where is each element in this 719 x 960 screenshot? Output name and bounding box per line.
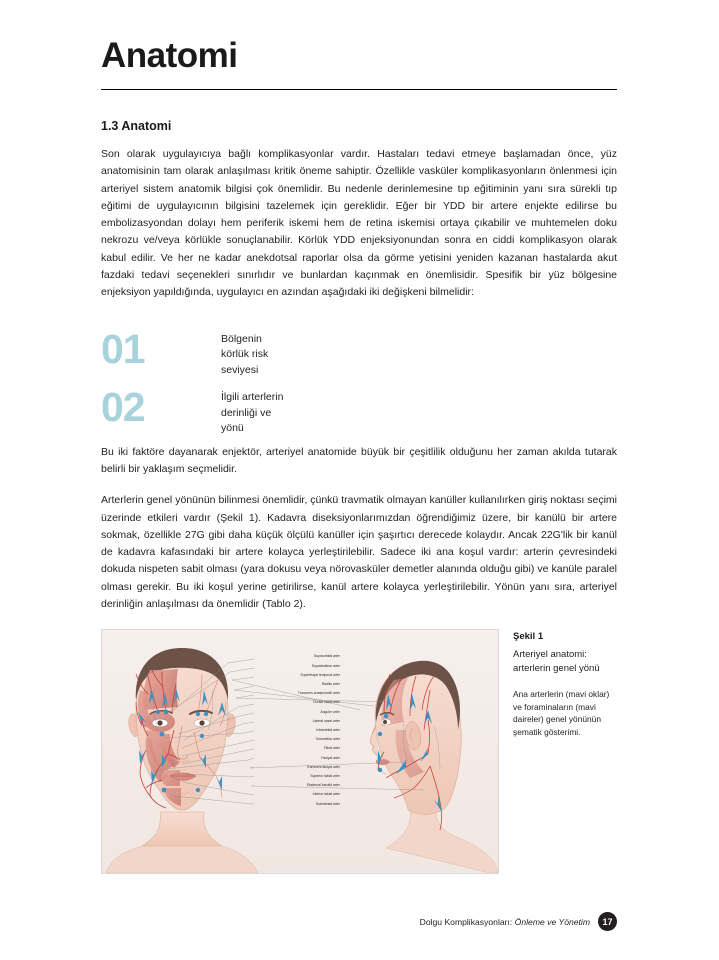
footer-title <box>420 917 590 927</box>
anatomy-label: Supraorbital arter <box>313 654 340 659</box>
anatomy-label: Transvers anastomotik arter <box>297 691 340 696</box>
page-footer <box>101 912 617 931</box>
list-item-number: 01 <box>101 325 145 372</box>
figure-subcaption-text: Ana arterlerin (mavi oklar) ve foraminaların (mavi daireler) genel yönünün şematik gösterimi. <box>513 689 610 737</box>
list-item-line: seviyesi <box>221 363 259 376</box>
figure-block <box>101 629 617 874</box>
footer-title-normal: Dolgu Komplikasyonları: <box>419 916 515 927</box>
list-item <box>101 327 617 379</box>
page-content <box>101 0 617 874</box>
anatomy-label: Superior labial arter <box>310 773 340 778</box>
anatomy-artwork <box>102 630 498 873</box>
anatomy-label-list <box>254 652 340 808</box>
list-item-number: 02 <box>101 384 145 431</box>
list-item <box>101 385 617 437</box>
list-item-line: derinliği ve <box>221 406 272 419</box>
anatomy-label: Submental arter <box>315 801 340 806</box>
anatomy-label: İnferior labial arter <box>312 792 340 797</box>
anatomy-label: Radiks arter <box>321 681 340 686</box>
figure-caption <box>513 629 617 874</box>
page-number-badge: 17 <box>598 912 617 931</box>
paragraph-3: Arterlerin genel yönünün bilinmesi önemlidir, çünkü travmatik olmayan kanüller kullanılırken giriş noktası seçimi üzerinde etkileri vardır (Şekil 1). Kadavra diseksiyonlarımızdan öğrendiğimiz üzere, bir kanülü bir artere sokmak, özellikle 27G gibi daha küçük ölçülü kanüller için şaşırtıcı derecede kolaydır. Ancak 22G'lik bir kanül de kadavra kafasındaki bir artere kolayca yerleştirilebilir. Sadece iki ana koşul vardır: arterin çevresindeki dokuda nispeten sabit olması (yara dokusu veya nörovasküler demetler alanında olduğu gibi) ve kanüle paralel olması gerekir. Bu iki koşul yerine getirilirse, kanül artere kolayca yerleştirilebilir. Yönün yanı sıra, arteriyel derinliğin anlaşılması da önemlidir (Tablo 2). <box>101 494 617 611</box>
figure-number: Şekil 1 <box>513 631 544 643</box>
anatomy-label: Superfisiyal temporal arter <box>300 672 340 677</box>
anatomy-label: Supratroklear arter <box>311 663 340 668</box>
numbered-list <box>101 327 617 437</box>
anatomy-label: Transvers fasiyal arter <box>306 764 340 769</box>
list-item-text <box>221 385 283 437</box>
anatomy-label: Dorsal nazal arter <box>313 700 340 705</box>
figure-caption-text: Arteriyel anatomi: arterlerin genel yönü <box>513 649 600 675</box>
anatomy-label: Lateral nazal arter <box>312 718 340 723</box>
anatomy-illustration <box>101 629 499 874</box>
title-divider <box>101 89 617 90</box>
paragraph-2: Bu iki faktöre dayanarak enjektör, arteriyel anatomide büyük bir çeşitlilik olduğunu her zaman akılda tutarak belirli bir yaklaşım seçmelidir. <box>101 445 617 475</box>
anatomy-label: Fasiyal arter <box>321 755 340 760</box>
footer-title-italic: Önleme ve Yönetim <box>514 916 590 927</box>
anatomy-label: İnfraorbital arter <box>316 727 340 732</box>
list-item-line: körlük risk <box>221 348 269 361</box>
list-item-line: İlgili arterlerin <box>221 391 284 404</box>
list-item-text <box>221 327 268 379</box>
page-title: Anatomi <box>101 36 238 75</box>
anatomy-label: Filtral arter <box>323 746 340 751</box>
paragraph-1: Son olarak uygulayıcıya bağlı komplikasyonlar vardır. Hastaları tedavi etmeye başlamadan önce, yüz anatomisinin tam olarak anlaşılması kritik öneme sahiptir. Özellikle vasküler komplikasyonların önlenmesi için arteriyel sistem anatomik bilgisi çok önemlidir. Bu nedenle derinlemesine tıp eğitiminin yanı sıra sürekli tıp eğitimi de uygulayıcının bilgisini tazelemek için gereklidir. Eğer bir YDD bir artere enjekte edilirse bu embolizasyondan dolayı hem periferik iskemi hem de retina iskemisi ortaya çıkabilir ve muhtemelen doku nekrozu ve/veya körlükle sonuçlanabilir. Körlük YDD enjeksiyonundan sonra en ciddi komplikasyon olarak kabul edilir. Ve her ne kadar anekdotsal raporlar olsa da görme yetisini yeniden kazanan hastalarda akut fazdaki tedavi seçenekleri sınırlıdır ve bunlardan kaçınmak en önemlisidir. Spesifik bir yüz bölgesine enjeksiyon yapıldığında, uygulayıcı en azından aşağıdaki iki değişkeni bilmelidir: <box>101 148 617 299</box>
anatomy-label: Kolumellar arter <box>316 737 340 742</box>
list-item-line: yönü <box>221 422 244 435</box>
anatomy-label: Anguler arter <box>320 709 340 714</box>
section-heading: 1.3 Anatomi <box>101 119 172 133</box>
list-item-line: Bölgenin <box>221 332 262 345</box>
anatomy-label: Eksternal karotid arter <box>306 783 340 788</box>
